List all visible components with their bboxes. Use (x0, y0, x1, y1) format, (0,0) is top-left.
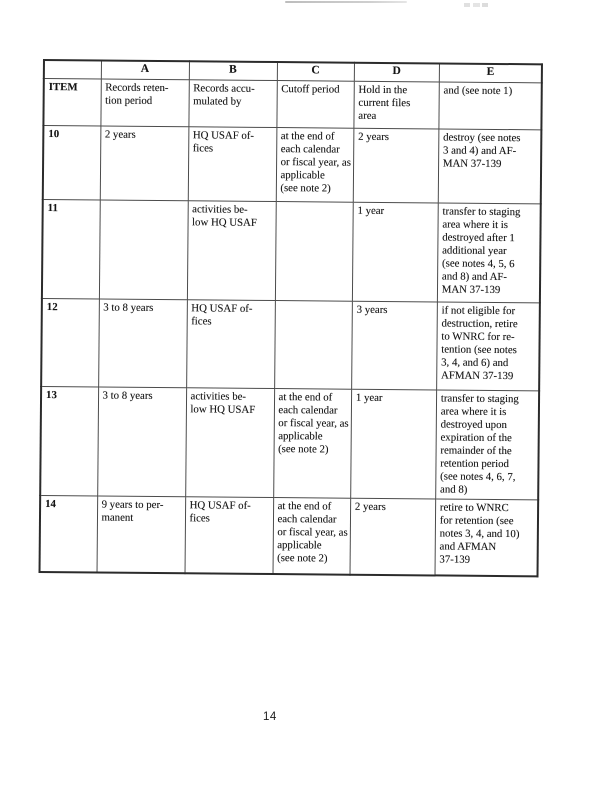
column-letter-d: D (354, 63, 439, 82)
table-cell: at the end of each calendar or fiscal year, as applicable (see note 2) (273, 388, 351, 498)
records-disposition-table (39, 59, 544, 577)
table-cell: 3 to 8 years (98, 298, 187, 387)
table-cell (274, 300, 352, 389)
table-cell: 9 years to per- manent (97, 495, 186, 573)
table-cell: 1 year (352, 202, 438, 302)
item-number: 13 (40, 386, 98, 495)
table-cell: at the end of each calendar or fiscal year, as applicable (see note 2) (273, 497, 351, 575)
header-disposition: and (see note 1) (439, 81, 542, 129)
table-cell: activities be- low HQ USAF (185, 387, 274, 497)
table-cell (275, 201, 353, 301)
table-row-item-12 (41, 298, 540, 390)
table-cell: if not eligible for destruction, retire to WNRC for re- tention (see notes 3, 4, and 6) and AFMAN 37-139 (436, 301, 540, 390)
item-number: 14 (40, 495, 98, 572)
table-cell: destroy (see notes 3 and 4) and AF- MAN 37-139 (438, 128, 542, 203)
table-cell: transfer to staging area where it is destroyed upon expiration of the remainder of the retention period (see notes 4, 6, 7, and 8) (435, 389, 539, 499)
table-cell: 2 years (100, 126, 189, 201)
column-letter-e: E (439, 63, 542, 82)
header-row (43, 78, 542, 129)
table-row-item-10 (43, 125, 542, 203)
column-letter-c: C (277, 62, 354, 81)
header-cutoff-period: Cutoff period (276, 80, 354, 128)
item-number: 10 (43, 125, 101, 199)
table-cell: 3 to 8 years (97, 386, 186, 496)
item-number: 11 (42, 199, 100, 298)
table-cell: HQ USAF of- fices (186, 299, 275, 388)
table-cell: retire to WNRC for retention (see notes 3, 4, and 10) and AFMAN 37-139 (435, 498, 539, 576)
column-letter-a: A (101, 61, 189, 80)
table-cell: transfer to staging area where it is destroyed after 1 additional year (see notes 4, 5, 6 and 8) and AF- MAN 37-139 (437, 202, 541, 302)
table-cell: HQ USAF of- fices (188, 126, 277, 201)
scan-artifact-line (285, 1, 407, 3)
table-row-item-13 (40, 386, 539, 499)
table-cell (99, 200, 188, 300)
scan-artifact-marks (464, 3, 488, 7)
records-disposition-table-wrap (39, 59, 544, 577)
table-cell: 2 years (350, 498, 436, 576)
column-letter-b: B (189, 61, 277, 80)
table-cell: 2 years (353, 128, 439, 203)
table-cell: HQ USAF of- fices (185, 496, 274, 574)
item-number: 12 (41, 298, 99, 386)
table-cell: activities be- low HQ USAF (187, 200, 276, 300)
table-cell (44, 60, 101, 78)
table-row-item-14 (40, 495, 539, 576)
header-retention-period: Records reten- tion period (100, 79, 188, 127)
table-cell: at the end of each calendar or fiscal year, as applicable (see note 2) (276, 127, 354, 202)
header-hold-current-files: Hold in the current files area (354, 81, 439, 129)
table-cell: 1 year (350, 389, 436, 499)
table-row-item-11 (42, 199, 541, 302)
table-cell: 3 years (351, 301, 437, 390)
header-accumulated-by: Records accu- mulated by (188, 79, 276, 127)
header-item: ITEM (43, 78, 100, 125)
page-number: 14 (263, 711, 277, 723)
